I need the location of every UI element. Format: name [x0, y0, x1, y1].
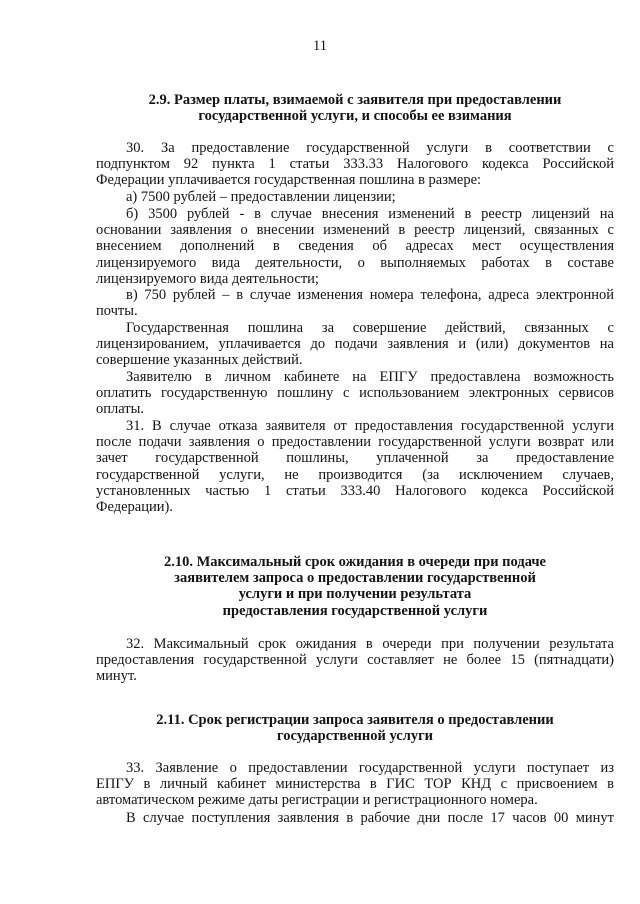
heading-line: 2.9. Размер платы, взимаемой с заявителя при предоставлении — [148, 92, 562, 108]
text-line: б) 3500 рублей - в случае внесения изменений в реестр лицензий на — [126, 206, 614, 222]
section-heading-2-11 — [96, 712, 614, 744]
heading-line: государственной услуги — [276, 728, 434, 745]
paragraph-32 — [96, 636, 614, 685]
text-line: 32. Максимальный срок ожидания в очереди при получении результата — [126, 636, 614, 652]
paragraph-33-continued — [96, 810, 614, 826]
text-line: внесением дополнений в сведения об адресах мест осуществления — [96, 238, 614, 255]
text-line: государственной услуги, не производится (за исключением случаев, — [96, 466, 614, 483]
page-number: 11 — [313, 38, 327, 54]
text-line: В случае поступления заявления в рабочие дни после 17 часов 00 минут — [126, 810, 614, 826]
text-line: 31. В случае отказа заявителя от предоставления государственной услуги — [126, 418, 614, 434]
text-line: подпунктом 92 пункта 1 статьи 333.33 Налогового кодекса Российской — [96, 156, 614, 173]
text-line: автоматическом режиме даты регистрации и регистрационного номера. — [96, 792, 538, 809]
paragraph-30-a — [96, 189, 614, 205]
text-line: зачет государственной пошлины, уплаченной за предоставление — [96, 450, 614, 467]
text-line: 30. За предоставление государственной услуги в соответствии с — [126, 140, 614, 156]
text-line: ЕПГУ в личный кабинет министерства в ГИС ТОР КНД с присвоением в — [96, 776, 614, 793]
heading-line: предоставления государственной услуги — [222, 602, 488, 619]
text-line: оплаты. — [96, 401, 145, 418]
text-line: а) 7500 рублей – предоставлении лицензии; — [126, 189, 396, 205]
text-line: после подачи заявления о предоставлении государственной услуги возврат или — [96, 434, 614, 451]
paragraph-33 — [96, 760, 614, 809]
text-line: 33. Заявление о предоставлении государственной услуги поступает из — [126, 760, 614, 776]
paragraph-31 — [96, 418, 614, 515]
text-line: Заявителю в личном кабинете на ЕПГУ предоставлена возможность — [126, 369, 614, 385]
heading-line: 2.11. Срок регистрации запроса заявителя о предоставлении — [156, 712, 554, 728]
heading-line: государственной услуги, и способы ее взимания — [198, 108, 512, 125]
text-line: в) 750 рублей – в случае изменения номера телефона, адреса электронной — [126, 287, 614, 303]
text-line: лицензированием, уплачивается до подачи заявления и (или) документов на — [96, 336, 614, 353]
heading-line: заявителем запроса о предоставлении государственной — [174, 570, 536, 587]
paragraph-30-fee-timing — [96, 320, 614, 369]
paragraph-30-epgu-payment — [96, 369, 614, 418]
heading-line: услуги и при получении результата — [238, 586, 472, 603]
paragraph-30 — [96, 140, 614, 189]
paragraph-30-b — [96, 206, 614, 287]
text-line: лицензируемого вида деятельности, о выполняемых работах в составе — [96, 254, 614, 271]
text-line: основании заявления о внесении изменений в реестр лицензий, связанных с — [96, 222, 614, 239]
paragraph-30-c — [96, 287, 614, 319]
text-line: оплатить государственную пошлину с использованием электронных сервисов — [96, 385, 614, 402]
text-line: лицензируемого вида деятельности; — [96, 270, 319, 287]
section-heading-2-10 — [96, 554, 614, 619]
section-heading-2-9 — [96, 92, 614, 124]
text-line: Федерации уплачивается государственная пошлина в размере: — [96, 172, 482, 189]
heading-line: 2.10. Максимальный срок ожидания в очереди при подаче — [164, 554, 546, 570]
text-line: установленных частью 1 статьи 333.40 Налогового кодекса Российской — [96, 482, 614, 499]
text-line: Федерации). — [96, 499, 173, 516]
text-line: предоставления государственной услуги составляет не более 15 (пятнадцати) — [96, 652, 614, 669]
text-line: минут. — [96, 668, 137, 685]
text-line: Государственная пошлина за совершение действий, связанных с — [126, 320, 614, 336]
text-line: почты. — [96, 303, 138, 320]
text-line: совершение указанных действий. — [96, 352, 303, 369]
